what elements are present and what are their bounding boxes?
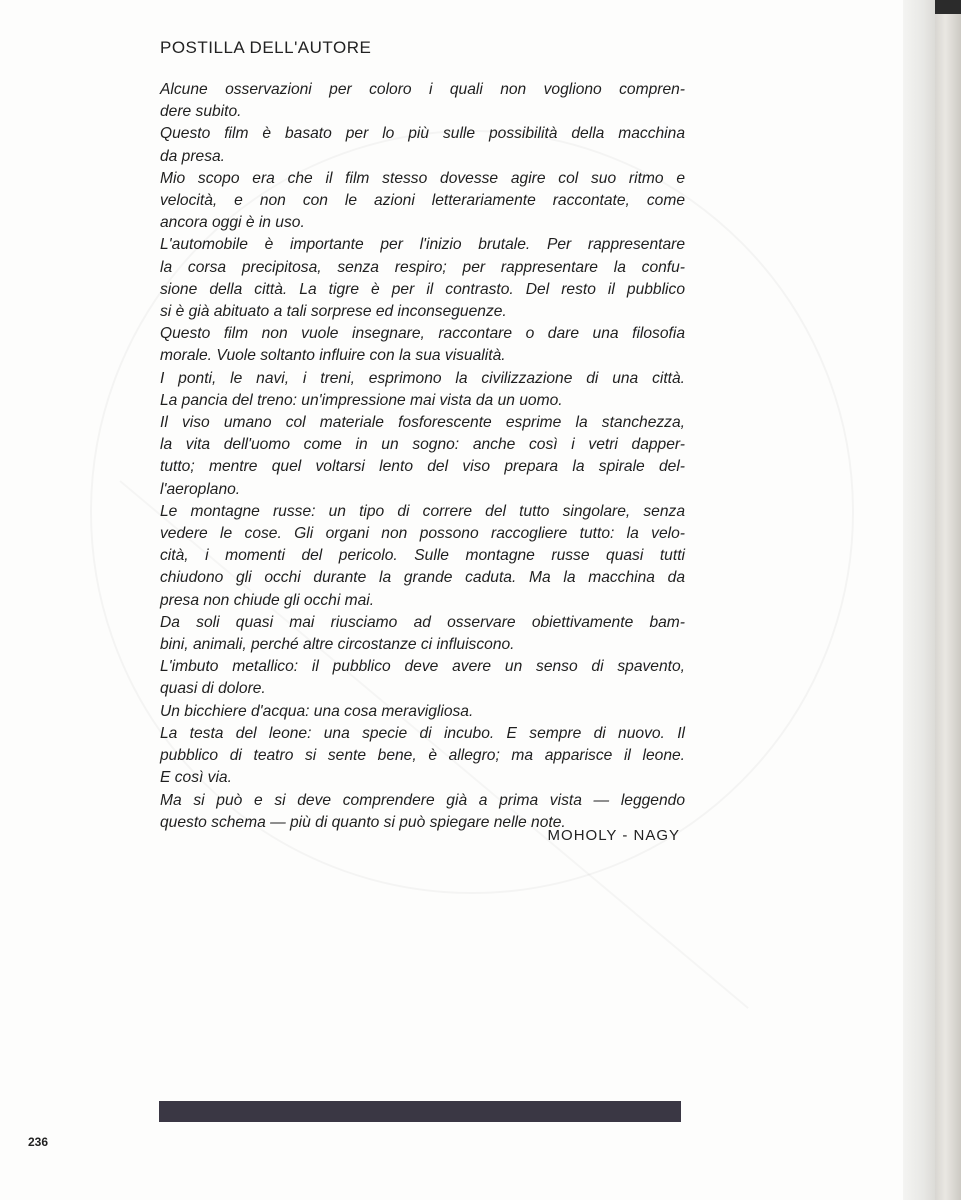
text-line: vedere le cose. Gli organi non possono raccogliere tutto: la velo- bbox=[160, 525, 685, 543]
adjacent-page-edge bbox=[935, 0, 961, 1200]
text-line: Un bicchiere d'acqua: una cosa meravigliosa. bbox=[160, 702, 474, 720]
text-line: Questo film è basato per lo più sulle possibilità della macchina bbox=[160, 125, 685, 143]
text-line: bini, animali, perché altre circostanze ci influiscono. bbox=[160, 636, 515, 654]
text-line: la vita dell'uomo come in un sogno: anche così i vetri dapper- bbox=[160, 436, 685, 454]
text-line: quasi di dolore. bbox=[160, 680, 266, 698]
section-heading: POSTILLA DELL'AUTORE bbox=[160, 38, 372, 57]
text-line: Mio scopo era che il film stesso dovesse agire col suo ritmo e bbox=[160, 169, 685, 187]
decorative-bar bbox=[159, 1101, 681, 1122]
binding-shadow bbox=[935, 0, 961, 14]
text-line: Alcune osservazioni per coloro i quali non vogliono compren- bbox=[160, 81, 685, 98]
text-line: l'aeroplano. bbox=[160, 480, 241, 498]
text-line: chiudono gli occhi durante la grande caduta. Ma la macchina da bbox=[160, 569, 685, 587]
text-line: La testa del leone: una specie di incubo. E sempre di nuovo. Il bbox=[160, 724, 685, 742]
text-line: tutto; mentre quel voltarsi lento del viso prepara la spirale del- bbox=[160, 458, 685, 476]
text-line: sione della città. La tigre è per il contrasto. Del resto il pubblico bbox=[160, 280, 685, 298]
text-line: Il viso umano col materiale fosforescente esprime la stanchezza, bbox=[160, 414, 685, 432]
text-line: questo schema — più di quanto si può spiegare nelle note. bbox=[160, 813, 566, 831]
text-line: presa non chiude gli occhi mai. bbox=[160, 591, 375, 609]
text-line: Ma si può e si deve comprendere già a prima vista — leggendo bbox=[160, 791, 685, 809]
text-line: cità, i momenti del pericolo. Sulle montagne russe quasi tutti bbox=[160, 547, 685, 565]
text-line: L'imbuto metallico: il pubblico deve avere un senso di spavento, bbox=[160, 658, 685, 676]
text-line: Da soli quasi mai riusciamo ad osservare obiettivamente bam- bbox=[160, 613, 685, 631]
text-line: pubblico di teatro si sente bene, è allegro; ma apparisce il leone. bbox=[160, 747, 685, 765]
author-signature: MOHOLY - NAGY bbox=[547, 827, 680, 844]
text-line: ancora oggi è in uso. bbox=[160, 214, 305, 232]
text-line: velocità, e non con le azioni letterariamente raccontate, come bbox=[160, 192, 685, 210]
page-number: 236 bbox=[28, 1135, 49, 1149]
text-line: Questo film non vuole insegnare, raccontare o dare una filosofia bbox=[160, 325, 685, 343]
text-line: la corsa precipitosa, senza respiro; per rappresentare la confu- bbox=[160, 258, 685, 276]
text-line: I ponti, le navi, i treni, esprimono la civilizzazione di una città. bbox=[160, 369, 685, 387]
body-text bbox=[160, 79, 685, 834]
text-line: E così via. bbox=[160, 769, 232, 787]
text-line: morale. Vuole soltanto influire con la sua visualità. bbox=[160, 347, 506, 365]
text-line: da presa. bbox=[160, 147, 226, 165]
text-line: La pancia del treno: un'impressione mai vista da un uomo. bbox=[160, 391, 563, 409]
text-line: si è già abituato a tali sorprese ed inconseguenze. bbox=[160, 303, 507, 321]
text-line: L'automobile è importante per l'inizio brutale. Per rappresentare bbox=[160, 236, 685, 254]
text-line: dere subito. bbox=[160, 103, 242, 121]
text-line: Le montagne russe: un tipo di correre del tutto singolare, senza bbox=[160, 502, 685, 520]
